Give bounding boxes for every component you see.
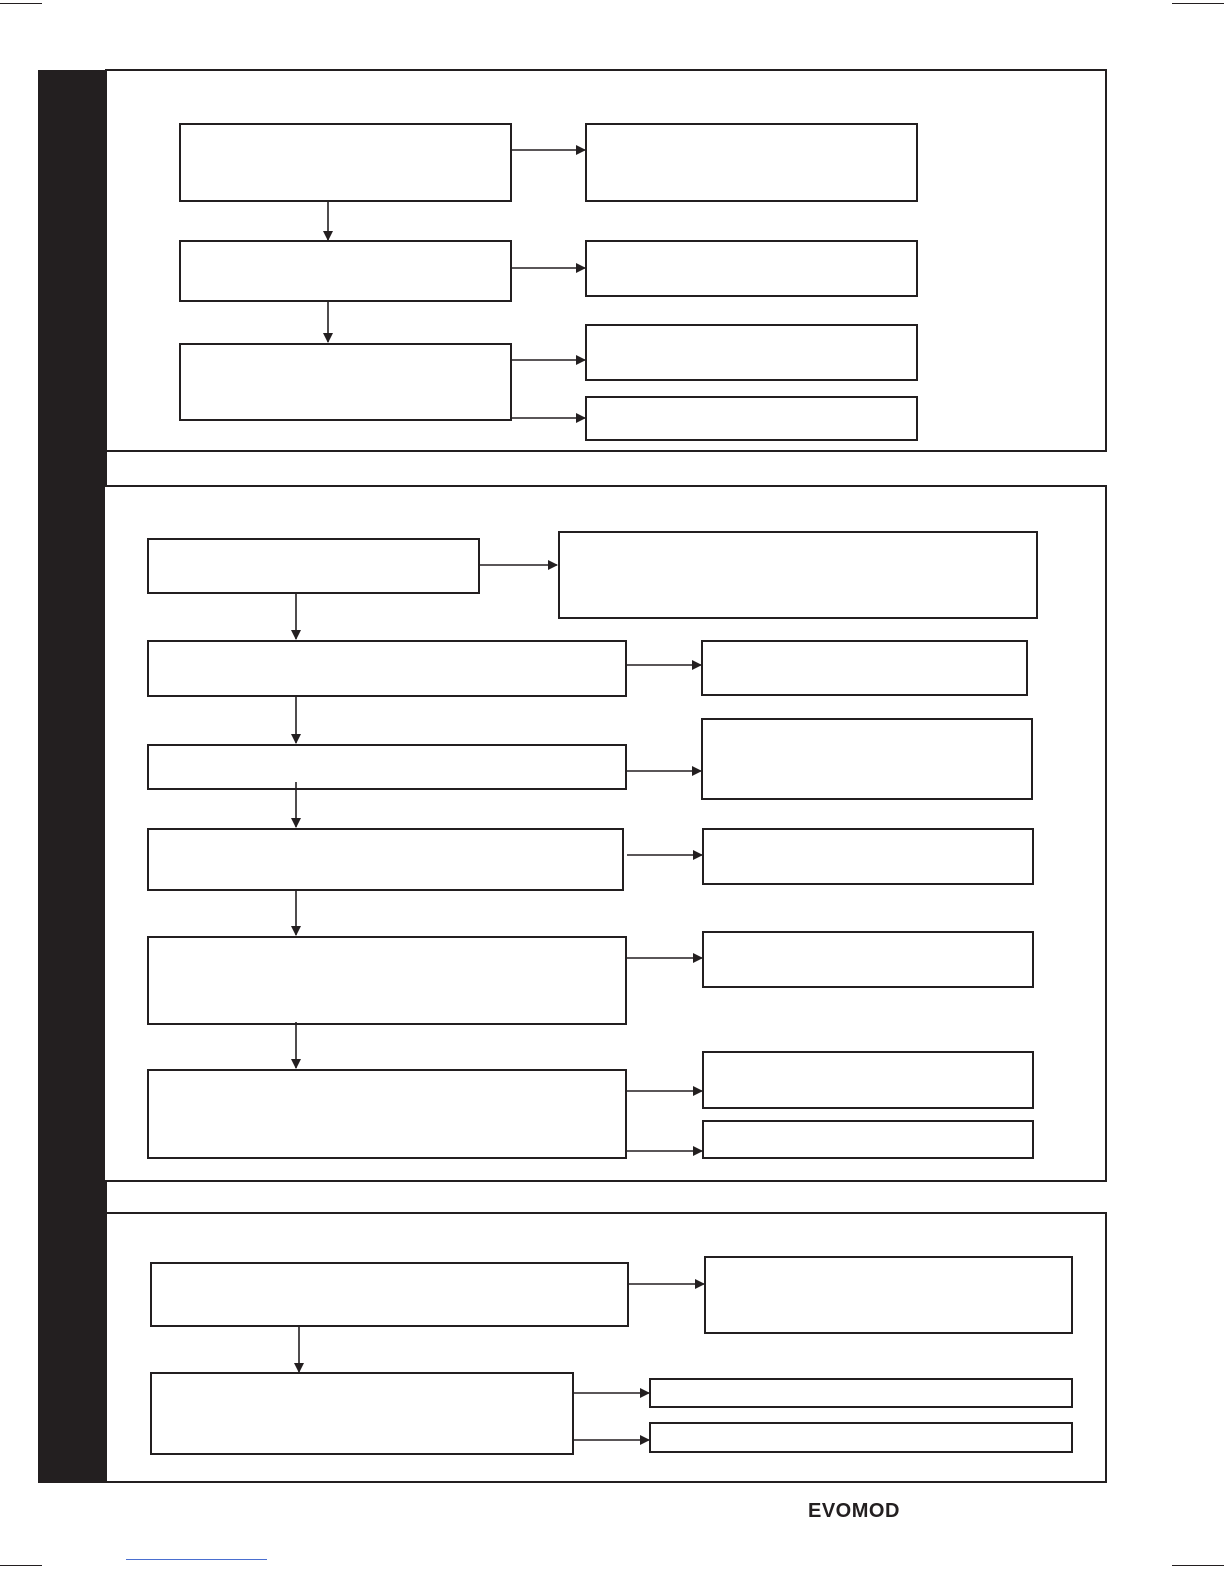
s3-outcome-1-box — [704, 1256, 1073, 1334]
s2-outcome-4-box — [702, 828, 1034, 885]
s1-outcome-1-box — [585, 123, 918, 202]
sidebar-band — [38, 70, 107, 1483]
crop-mark-bottom-right — [1172, 1565, 1224, 1566]
crop-mark-bottom-left — [0, 1565, 42, 1566]
footer-link-underline — [126, 1559, 267, 1560]
s2-outcome-1-box — [558, 531, 1038, 619]
s2-step-1-box — [147, 538, 480, 594]
s2-outcome-5-box — [702, 931, 1034, 988]
s2-outcome-6-box — [702, 1051, 1034, 1109]
s1-outcome-2-box — [585, 240, 918, 297]
s2-outcome-7-box — [702, 1120, 1034, 1159]
s3-step-1-box — [150, 1262, 629, 1327]
s2-step-3-box — [147, 744, 627, 790]
s1-step-2-box — [179, 240, 512, 302]
s3-outcome-2-box — [649, 1378, 1073, 1408]
s1-outcome-4-box — [585, 396, 918, 441]
crop-mark-top-right — [1172, 3, 1224, 4]
s2-step-5-box — [147, 936, 627, 1025]
s3-outcome-3-box — [649, 1422, 1073, 1453]
s1-step-1-box — [179, 123, 512, 202]
s1-step-3-box — [179, 343, 512, 421]
s2-step-2-box — [147, 640, 627, 697]
s2-step-4-box — [147, 828, 624, 891]
s2-outcome-3-box — [701, 718, 1033, 800]
s3-step-2-box — [150, 1372, 574, 1455]
crop-mark-top-left — [0, 3, 42, 4]
s2-outcome-2-box — [701, 640, 1028, 696]
s2-step-6-box — [147, 1069, 627, 1159]
s1-outcome-3-box — [585, 324, 918, 381]
footer-brand: EVOMOD — [808, 1500, 900, 1522]
